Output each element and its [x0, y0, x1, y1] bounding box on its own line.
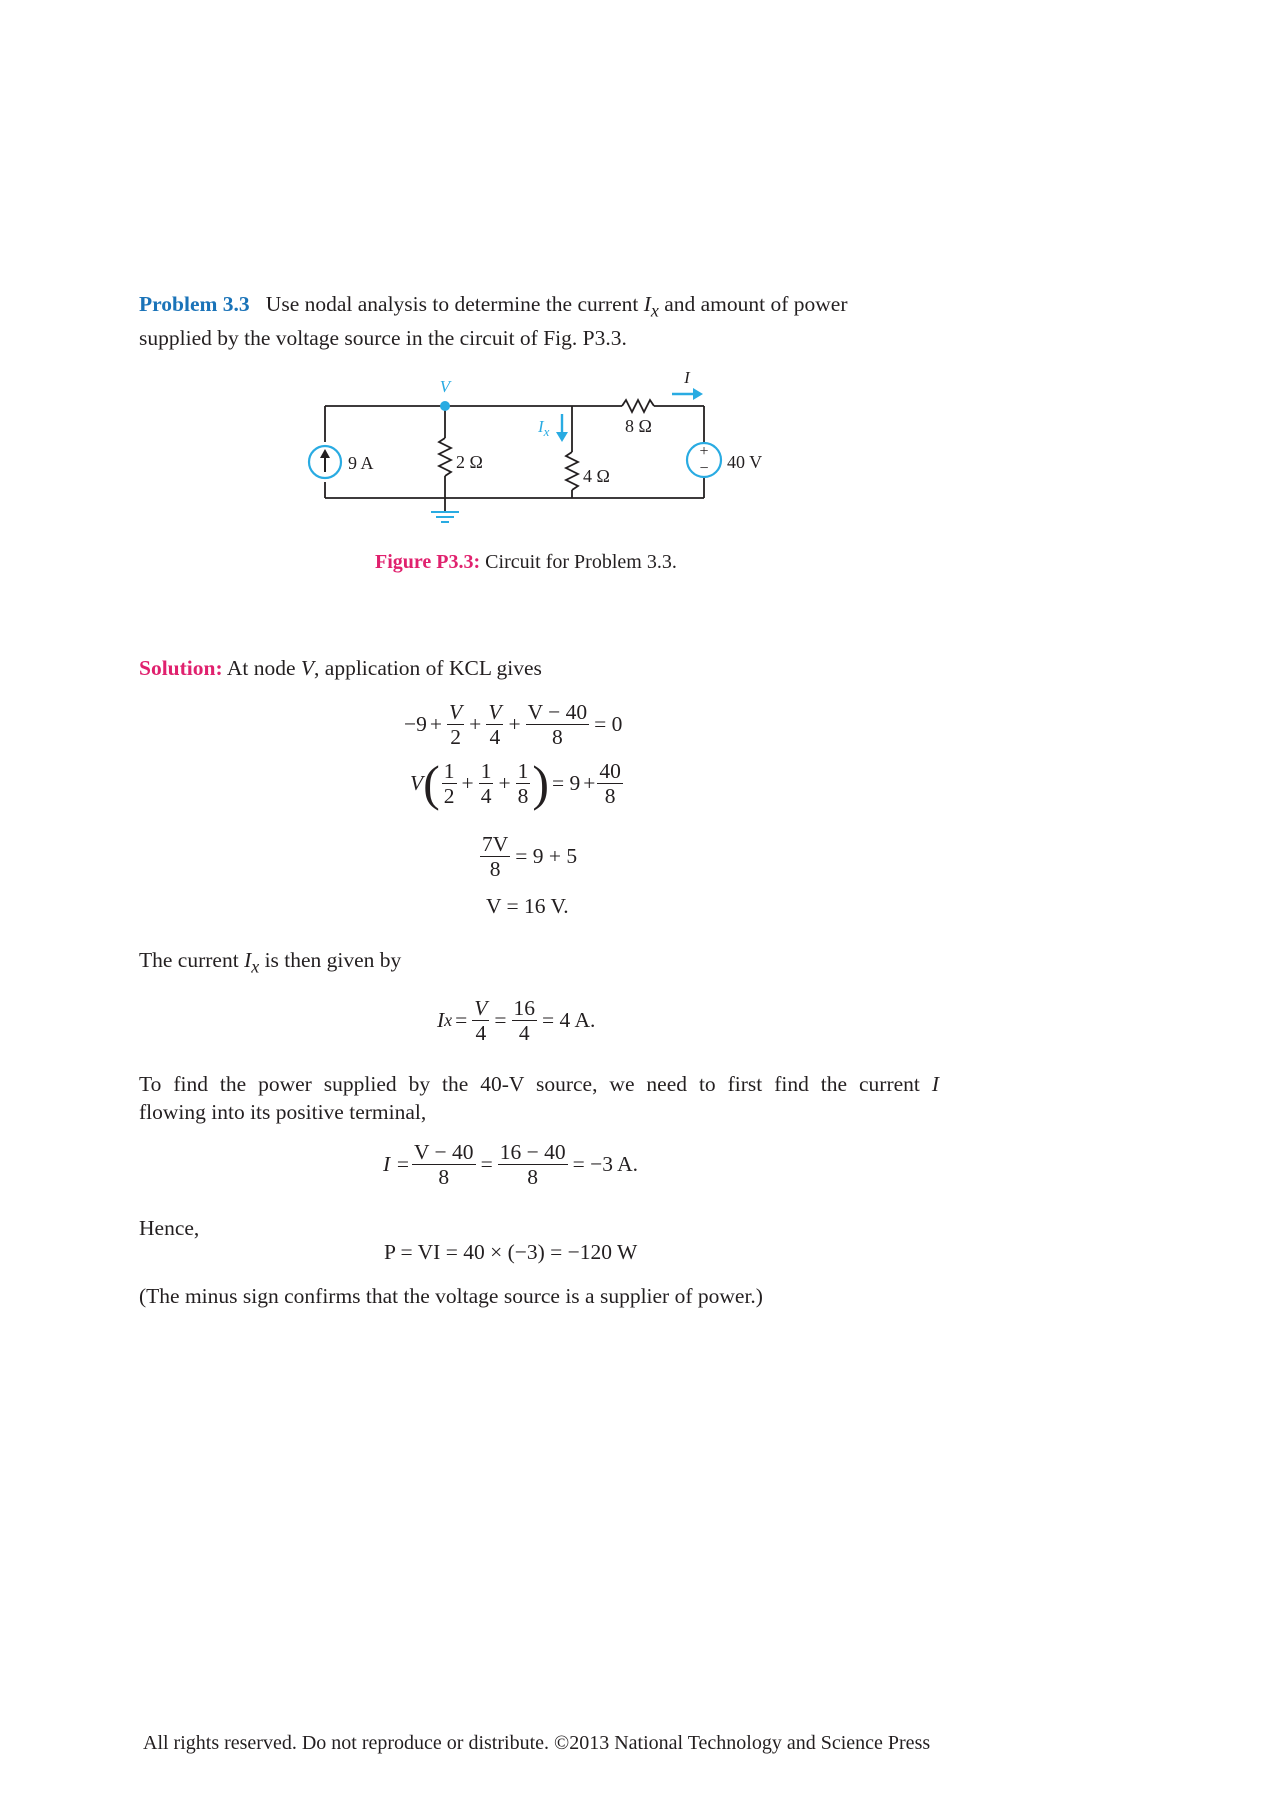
problem-line2: supplied by the voltage source in the circuit of Fig. P3.3.: [139, 326, 627, 351]
equation-factored: V ( $\frac{1}{2}$ + $\frac{1}{4}$ + $\frac{1}{8}$ ) = 9 + $\frac{40}{8}$: [410, 755, 621, 811]
ground-icon: [431, 512, 459, 522]
figure-caption: [375, 551, 677, 574]
voltage-source-plus: +: [699, 443, 709, 460]
eq1-term3: $\frac{V - 40}{8}$: [527, 700, 588, 749]
voltage-source-minus: −: [699, 460, 709, 477]
node-v-label: V: [439, 377, 451, 396]
solution-label: Solution:: [139, 656, 223, 680]
eq2-term3: $\frac{1}{8}$: [517, 758, 529, 808]
problem-statement: [139, 290, 939, 352]
resistor-4ohm: [566, 452, 578, 490]
resistor-2ohm: [439, 438, 451, 476]
circuit-diagram: [300, 370, 780, 530]
equation-power: P = VI = 40 × (−3) = −120 W: [384, 1240, 638, 1264]
solution-intro-b: , application of KCL gives: [314, 656, 542, 680]
problem-ix-sub: x: [650, 300, 659, 321]
eq3-frac: $\frac{7V}{8}$: [482, 832, 509, 881]
eq1-lead: −9: [404, 712, 427, 736]
voltage-source-label: 40 V: [727, 452, 763, 472]
figure-caption-text: Circuit for Problem 3.3.: [485, 551, 677, 573]
eq2-term1: $\frac{1}{2}$: [443, 758, 455, 808]
problem-label: Problem 3.3: [139, 292, 250, 316]
solution-note: (The minus sign confirms that the voltage source is a supplier of power.): [139, 1284, 763, 1308]
i-arrow-head: [693, 388, 703, 400]
power-intro: To find the power supplied by the 40-V source, we need to first find the current I flowing into its positive terminal,: [139, 1072, 939, 1124]
r8ohm-label: 8 Ω: [625, 416, 652, 436]
equation-i: I = $\frac{V - 40}{8}$ = $\frac{16 - 40}{8}$ = −3 A.: [383, 1140, 639, 1189]
r2ohm-label: 2 Ω: [456, 452, 483, 472]
resistor-8ohm: [622, 400, 654, 412]
eq2-term2: $\frac{1}{4}$: [480, 758, 492, 808]
ix-arrow-head: [556, 432, 568, 442]
eq1-term1: $\frac{V}{2}$: [449, 700, 463, 749]
eq2-rhs-frac: $\frac{40}{8}$: [599, 758, 621, 808]
r4ohm-label: 4 Ω: [583, 466, 610, 486]
ix-frac1: $\frac{V}{4}$: [474, 996, 488, 1045]
hence-text: Hence,: [139, 1216, 200, 1240]
equation-ix: I x = $\frac{V}{4}$ = $\frac{16}{4}$ = 4 A.: [437, 996, 596, 1045]
problem-ix: I: [643, 292, 651, 316]
ix-label: $I_x$: [538, 417, 550, 439]
solution-node: V: [300, 656, 315, 680]
figure-caption-label: Figure P3.3:: [375, 551, 481, 573]
eq2-lead: V: [410, 770, 424, 795]
solution-intro: [139, 654, 939, 682]
solution-intro-a: At node: [226, 656, 296, 680]
i-frac2: $\frac{16 - 40}{8}$: [499, 1140, 566, 1189]
eq1-rhs: = 0: [594, 712, 623, 736]
eq1-term2: $\frac{V}{4}$: [488, 700, 502, 749]
problem-text-a: Use nodal analysis to determine the current: [265, 292, 639, 316]
ix-frac2: $\frac{16}{4}$: [513, 996, 536, 1045]
equation-simplified: $\frac{7V}{8}$ = 9 + 5: [482, 832, 578, 881]
problem-text-b: and amount of power: [664, 292, 848, 316]
current-intro: The current $I_x$ is then given by: [139, 948, 402, 977]
node-v-dot: [440, 401, 450, 411]
current-source-label: 9 A: [348, 453, 374, 473]
i-label: I: [684, 370, 690, 387]
equation-result-v: V = 16 V.: [486, 894, 569, 918]
i-frac1: $\frac{V - 40}{8}$: [414, 1140, 474, 1189]
equation-kcl: −9 + $\frac{V}{2}$ + $\frac{V}{4}$ + $\frac{V - 40}{8}$ = 0: [404, 700, 623, 749]
copyright-footer: All rights reserved. Do not reproduce or distribute. ©2013 National Technology and Science Press: [143, 1732, 931, 1754]
